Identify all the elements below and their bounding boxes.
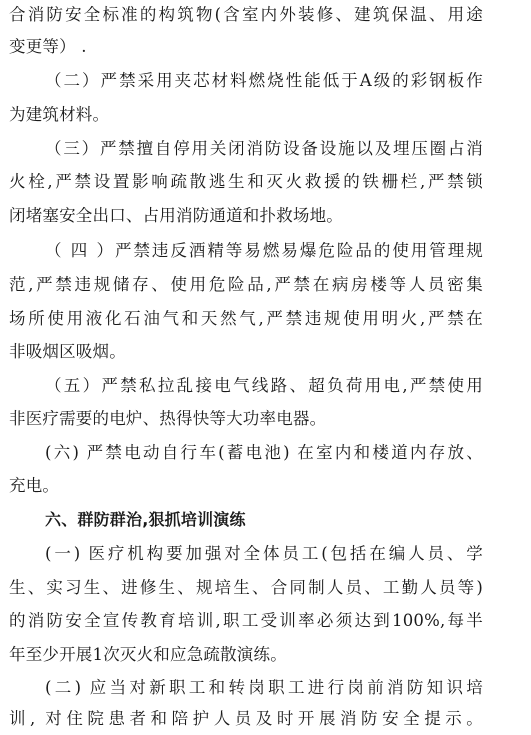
section-heading: 六、群防群治,狠抓培训演练 bbox=[45, 510, 246, 529]
text-line: (二) 应当对新职工和转岗职工进行岗前消防知识培 bbox=[45, 678, 483, 697]
text-line: （ 四 ）严禁违反酒精等易燃易爆危险品的使用管理规 bbox=[45, 241, 483, 260]
text-line: 的消防安全宣传教育培训,职工受训率必须达到100%,每半 bbox=[9, 611, 483, 630]
text-line: 闭堵塞安全出口、占用消防通道和扑救场地。 bbox=[9, 206, 343, 225]
text-line: 为建筑材料。 bbox=[9, 105, 110, 124]
text-line: 充电。 bbox=[9, 476, 60, 495]
text-line: (六) 严禁电动自行车(蓄电池) 在室内和楼道内存放、 bbox=[45, 443, 483, 462]
text-line: 非医疗需要的电炉、热得快等大功率电器。 bbox=[9, 409, 327, 428]
text-line: 合消防安全标准的构筑物(含室内外装修、建筑保温、用途 bbox=[9, 5, 483, 24]
text-line: （五）严禁私拉乱接电气线路、超负荷用电,严禁使用 bbox=[45, 376, 483, 395]
text-line: 年至少开展1次灭火和应急疏散演练。 bbox=[9, 645, 287, 664]
text-line: 变更等） . bbox=[9, 37, 87, 56]
text-line: 场所使用液化石油气和天然气,严禁违规使用明火,严禁在 bbox=[9, 309, 483, 328]
text-line: 训, 对住院患者和陪护人员及时开展消防安全提示。 bbox=[9, 709, 483, 728]
text-line: （三）严禁擅自停用关闭消防设备设施以及埋压圈占消 bbox=[45, 139, 483, 158]
text-line: 范,严禁违规储存、使用危险品,严禁在病房楼等人员密集 bbox=[9, 275, 483, 294]
text-line: 生、实习生、进修生、规培生、合同制人员、工勤人员等) bbox=[9, 578, 483, 597]
text-line: （二）严禁采用夹芯材料燃烧性能低于A级的彩钢板作 bbox=[45, 71, 483, 90]
text-line: 非吸烟区吸烟。 bbox=[9, 342, 126, 361]
text-line: 火栓,严禁设置影响疏散逃生和灭火救援的铁栅栏,严禁锁 bbox=[9, 172, 483, 191]
text-line: (一) 医疗机构要加强对全体员工(包括在编人员、学 bbox=[45, 544, 483, 563]
